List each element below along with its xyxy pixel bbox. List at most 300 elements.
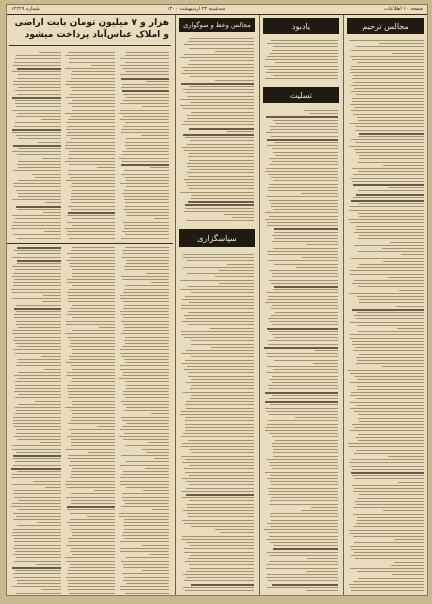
text-line [356, 357, 424, 358]
text-line [123, 439, 169, 440]
text-line [71, 503, 115, 504]
text-line [188, 312, 254, 313]
text-line [270, 542, 338, 543]
text-line [354, 107, 424, 108]
text-line [190, 102, 254, 103]
second-right-column [259, 15, 342, 595]
text-line [358, 162, 424, 163]
text-line [270, 404, 338, 405]
text-line [150, 167, 169, 168]
text-line [67, 314, 115, 315]
text-line [358, 213, 424, 214]
text-line [12, 298, 61, 299]
text-line [357, 360, 424, 361]
text-line [186, 182, 254, 183]
text-line [274, 360, 338, 361]
text-line [67, 580, 115, 581]
text-line [12, 333, 61, 334]
text-line [120, 481, 169, 482]
text-line [186, 577, 254, 578]
text-line [16, 206, 61, 208]
text-line [124, 170, 169, 171]
text-line [356, 226, 424, 227]
text-line [121, 164, 169, 166]
text-line [185, 137, 254, 138]
text-line [67, 385, 115, 386]
text-line [97, 167, 115, 168]
text-line [121, 154, 169, 155]
text-line [15, 388, 61, 389]
classifieds-left-text [7, 244, 173, 596]
text-line [267, 56, 338, 57]
text-line [304, 110, 338, 111]
text-line [124, 340, 169, 341]
text-line [41, 119, 61, 120]
text-line [184, 468, 254, 469]
text-line [187, 504, 254, 505]
text-line [269, 280, 338, 281]
text-line [270, 53, 338, 54]
text-line [126, 180, 169, 181]
text-line [13, 145, 61, 147]
text-line [123, 126, 169, 127]
text-line [188, 64, 254, 65]
text-line [12, 97, 61, 99]
text-line [120, 349, 169, 350]
text-line [120, 541, 169, 542]
text-line [13, 234, 61, 235]
text-line [125, 71, 169, 72]
text-line [268, 190, 338, 191]
text-line [357, 62, 424, 63]
text-line [266, 353, 338, 354]
text-line [70, 266, 115, 267]
text-line [70, 199, 115, 200]
text-line [272, 148, 338, 149]
text-line [183, 392, 254, 393]
text-line [67, 388, 115, 389]
text-line [215, 276, 254, 277]
text-line [126, 557, 169, 558]
text-line [72, 190, 115, 191]
text-line [13, 458, 61, 459]
text-line [272, 436, 338, 437]
text-line [182, 497, 254, 498]
text-line [186, 318, 254, 319]
text-line [14, 391, 61, 392]
text-line [119, 158, 169, 159]
text-line [68, 455, 115, 456]
text-line [120, 65, 169, 66]
text-line [69, 541, 115, 542]
text-line [125, 503, 169, 504]
text-line [354, 280, 424, 281]
text-line [126, 97, 169, 98]
text-line [122, 375, 169, 376]
text-line [267, 356, 338, 357]
text-line [70, 564, 115, 565]
text-line [270, 513, 338, 514]
text-line [69, 359, 115, 360]
text-line [353, 174, 424, 175]
text-line [13, 420, 61, 421]
text-line [357, 267, 424, 268]
text-line [358, 190, 424, 191]
text-line [125, 397, 169, 398]
text-line [45, 487, 61, 488]
text-line [349, 293, 424, 294]
text-line [351, 85, 424, 86]
text-line [352, 98, 424, 99]
article-block [7, 15, 173, 241]
text-line [12, 132, 61, 133]
text-line [275, 155, 338, 156]
article-text [7, 49, 173, 241]
text-line [269, 270, 338, 271]
text-line [126, 461, 169, 462]
text-line [14, 317, 61, 318]
text-line [14, 561, 61, 562]
text-line [350, 402, 424, 403]
text-line [272, 376, 338, 377]
text-line [126, 423, 169, 424]
text-line [70, 177, 115, 178]
text-line [184, 179, 254, 180]
text-line [13, 548, 61, 549]
text-line [184, 369, 254, 370]
text-line [351, 549, 424, 550]
text-line [123, 324, 169, 325]
text-line [66, 81, 115, 82]
text-line [268, 174, 338, 175]
text-line [187, 172, 254, 173]
text-line [268, 254, 338, 255]
text-line [15, 269, 61, 270]
text-line [35, 177, 61, 178]
text-line [72, 225, 115, 226]
text-line [123, 292, 169, 293]
text-line [190, 169, 254, 170]
text-line [68, 212, 115, 214]
text-line [72, 218, 115, 219]
text-line [14, 186, 61, 187]
text-line [352, 78, 424, 79]
text-line [71, 250, 115, 251]
text-line [382, 248, 424, 249]
text-line [359, 133, 424, 135]
section-yadbud: یادبود [263, 18, 339, 34]
text-line [190, 555, 254, 556]
text-line [264, 66, 338, 67]
text-line [13, 330, 61, 331]
text-line [44, 231, 61, 232]
text-line [182, 147, 254, 148]
text-line [17, 68, 61, 70]
text-line [14, 426, 61, 427]
text-line [120, 429, 169, 430]
text-line [180, 99, 254, 100]
text-line [181, 456, 254, 457]
text-line [125, 247, 169, 248]
text-line [180, 192, 254, 193]
text-line [272, 50, 338, 51]
text-line [306, 244, 338, 245]
text-line [382, 366, 424, 367]
text-line [68, 119, 115, 120]
text-line [152, 509, 169, 510]
text-line [67, 253, 115, 254]
text-line [265, 302, 338, 303]
text-line [356, 194, 424, 196]
text-line [124, 577, 169, 578]
text-line [356, 318, 424, 319]
text-line [191, 356, 254, 357]
text-line [154, 458, 169, 459]
text-line [266, 577, 338, 578]
text-line [17, 260, 61, 262]
text-line [180, 414, 254, 415]
text-line [353, 536, 424, 537]
text-line [125, 145, 169, 146]
text-line [190, 76, 254, 77]
text-line [17, 359, 61, 360]
text-line [123, 94, 169, 95]
text-line [149, 554, 169, 555]
text-line [353, 514, 424, 515]
text-line [182, 124, 254, 125]
text-line [265, 401, 338, 403]
text-line [65, 557, 115, 558]
text-line [186, 481, 254, 482]
text-line [13, 81, 61, 82]
text-line [349, 584, 424, 585]
text-line [266, 292, 338, 293]
text-line [142, 570, 169, 571]
text-line [68, 103, 115, 104]
text-line [383, 261, 424, 262]
text-line [219, 283, 254, 284]
text-line [69, 346, 115, 347]
text-line [71, 529, 115, 530]
text-line [352, 485, 424, 486]
text-line [70, 477, 115, 478]
text-line [350, 222, 424, 223]
text-line [72, 468, 115, 469]
text-line [351, 56, 424, 57]
text-line [68, 295, 115, 296]
text-line [17, 263, 61, 264]
text-line [273, 452, 338, 453]
text-line [142, 106, 169, 107]
text-line [355, 126, 424, 127]
text-line [357, 571, 424, 572]
text-line [71, 193, 115, 194]
headline-line-1: هزار و ۷ میلیون تومان بابت اراضی [14, 18, 169, 28]
text-line [350, 322, 424, 323]
text-line [351, 472, 424, 474]
text-line [351, 200, 424, 202]
text-line [359, 494, 424, 495]
text-line [123, 222, 169, 223]
text-line [67, 487, 115, 488]
text-line [270, 516, 338, 517]
text-line [120, 353, 169, 354]
text-line [11, 506, 61, 507]
headline-rule [9, 45, 171, 46]
text-line [267, 251, 338, 252]
text-line [71, 78, 115, 79]
text-line [351, 258, 424, 259]
text-line [181, 436, 254, 437]
text-line [124, 529, 169, 530]
text-line [396, 306, 424, 307]
text-line [14, 375, 61, 376]
text-line [15, 90, 61, 91]
text-line [271, 520, 338, 521]
text-line [349, 206, 424, 207]
text-line [122, 420, 169, 421]
text-line [70, 340, 115, 341]
text-line [13, 273, 61, 274]
text-line [123, 471, 169, 472]
text-line [354, 526, 424, 527]
text-line [15, 100, 61, 101]
text-line [71, 445, 115, 446]
text-line [67, 231, 115, 232]
text-line [211, 347, 254, 348]
text-line [350, 408, 424, 409]
text-line [267, 225, 338, 226]
text-line [191, 344, 254, 345]
text-line [188, 376, 254, 377]
middle-column [175, 15, 258, 595]
text-line [394, 539, 424, 540]
text-line [264, 347, 338, 349]
text-line [72, 417, 115, 418]
text-line [182, 321, 254, 322]
text-line [348, 219, 424, 220]
text-line [72, 305, 115, 306]
text-line [350, 373, 424, 374]
text-line [190, 568, 254, 569]
text-line [126, 583, 169, 584]
text-line [272, 161, 338, 162]
text-line [14, 62, 61, 63]
text-line [121, 401, 169, 402]
text-line [65, 161, 115, 162]
text-line [122, 535, 169, 536]
text-line [185, 404, 254, 405]
text-line [71, 433, 115, 434]
text-line [18, 394, 61, 395]
text-line [42, 301, 61, 302]
text-line [68, 298, 115, 299]
text-line [267, 411, 338, 412]
text-line [273, 75, 338, 76]
text-line [67, 436, 115, 437]
text-line [71, 365, 115, 366]
text-line [268, 494, 338, 495]
text-line [358, 238, 424, 239]
text-line [182, 536, 254, 537]
text-line [191, 395, 254, 396]
text-line [67, 522, 115, 523]
text-line [36, 564, 61, 565]
text-line [72, 276, 115, 277]
text-line [12, 445, 61, 446]
tasliat-text [260, 107, 342, 595]
text-line [125, 362, 169, 363]
text-line [121, 356, 169, 357]
text-line [65, 407, 115, 408]
text-line [184, 315, 254, 316]
text-line [265, 427, 338, 428]
text-line [17, 525, 61, 526]
text-line [68, 570, 115, 571]
text-line [12, 276, 61, 277]
text-line [120, 103, 169, 104]
text-line [72, 100, 115, 101]
text-line [392, 53, 424, 54]
text-line [358, 434, 424, 435]
text-line [187, 166, 254, 167]
text-line [126, 52, 169, 53]
text-line [122, 250, 169, 251]
text-line [266, 168, 338, 169]
text-line [349, 146, 424, 147]
text-line [185, 204, 254, 206]
text-line [270, 481, 338, 482]
text-line [17, 238, 61, 239]
text-line [184, 121, 254, 122]
text-line [188, 286, 254, 287]
text-line [14, 308, 61, 310]
text-line [379, 43, 424, 44]
text-line [269, 216, 338, 217]
text-line [189, 449, 254, 450]
text-line [123, 116, 169, 117]
text-line [186, 494, 254, 496]
text-line [350, 104, 424, 105]
text-line [350, 123, 424, 124]
text-line [185, 427, 254, 428]
text-line [121, 474, 169, 475]
text-line [264, 529, 338, 530]
text-line [13, 455, 61, 457]
text-line [187, 163, 254, 164]
text-line [184, 44, 254, 45]
text-line [125, 445, 169, 446]
text-line [72, 401, 115, 402]
text-line [119, 378, 169, 379]
text-line [70, 519, 115, 520]
text-line [184, 150, 254, 151]
text-line [188, 516, 254, 517]
text-line [354, 315, 424, 316]
text-line [220, 532, 254, 533]
text-line [13, 423, 61, 424]
text-line [268, 488, 338, 489]
text-line [269, 388, 338, 389]
text-line [72, 349, 115, 350]
text-line [13, 554, 61, 555]
text-line [265, 430, 338, 431]
text-line [123, 500, 169, 501]
text-line [355, 347, 424, 348]
text-line [358, 498, 424, 499]
text-line [267, 478, 338, 479]
text-line [66, 577, 115, 578]
